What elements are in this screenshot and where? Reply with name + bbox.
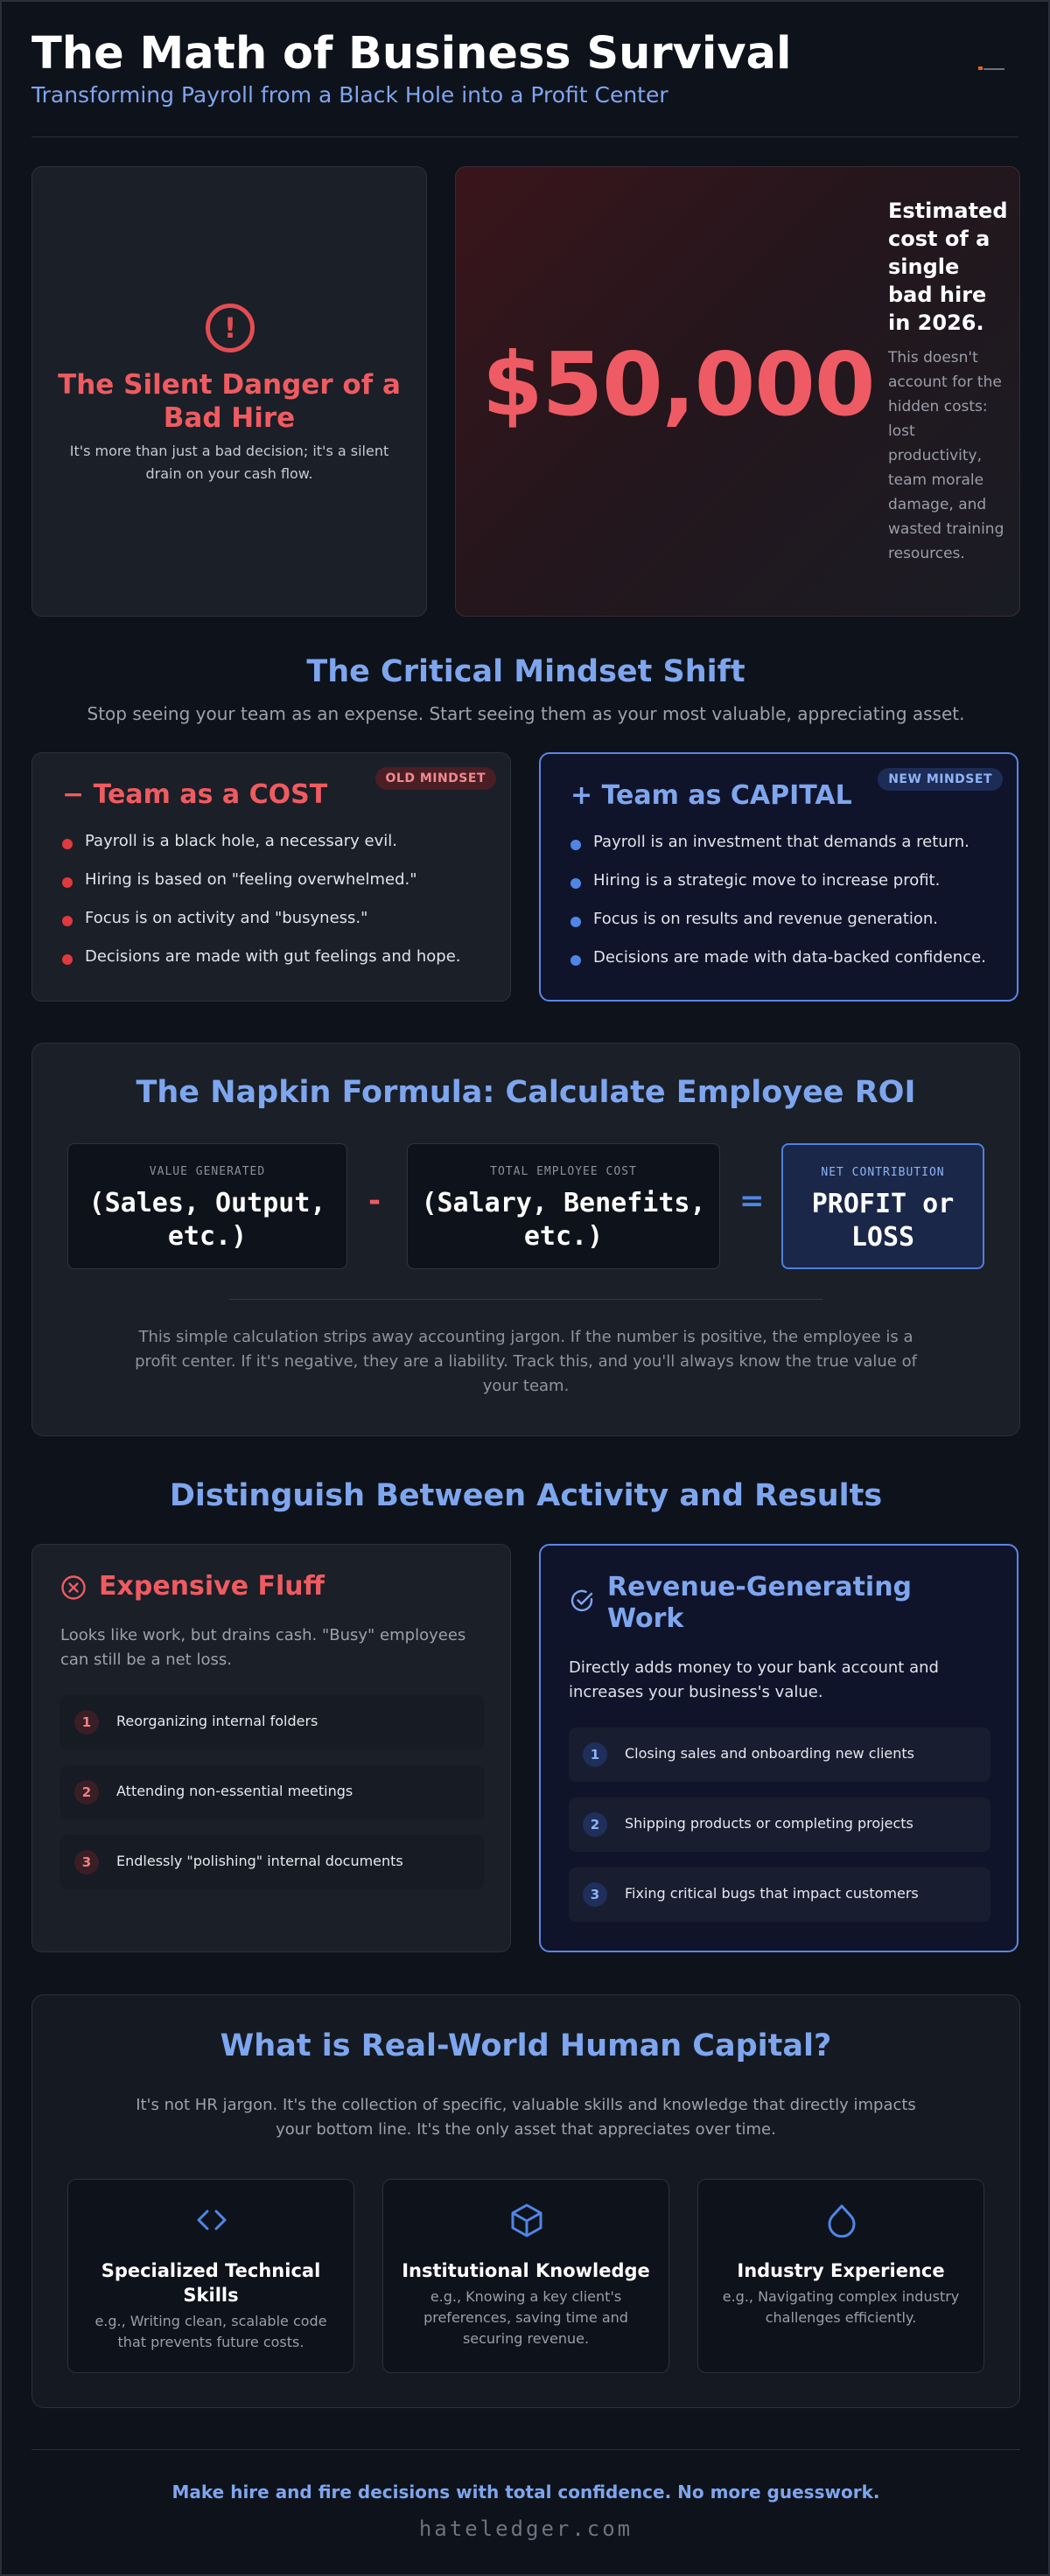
item-number: 3 bbox=[74, 1850, 99, 1874]
mindset-capital-list bbox=[570, 833, 999, 987]
list-item bbox=[60, 1835, 484, 1889]
item-text: Shipping products or completing projects bbox=[625, 1815, 914, 1832]
cube-icon bbox=[509, 2203, 544, 2237]
mindset-cost-list bbox=[62, 832, 493, 986]
cost-heading: Estimated cost of a single bad hire in 2026. bbox=[888, 199, 1008, 335]
list-item: Decisions are made with data-backed confidence. bbox=[570, 948, 999, 967]
danger-text: It's more than just a bad decision; it's a silent drain on your cash flow. bbox=[69, 443, 389, 482]
footer-cta: Make hire and fire decisions with total confidence. No more guesswork. bbox=[172, 2482, 880, 2503]
page-title: The Math of Business Survival bbox=[32, 28, 792, 80]
cost-caption: TOTAL EMPLOYEE COST bbox=[490, 1165, 637, 1178]
page-subtitle: Transforming Payroll from a Black Hole into a Profit Center bbox=[32, 82, 668, 108]
check-circle-icon bbox=[569, 1588, 595, 1614]
item-number: 2 bbox=[74, 1780, 99, 1805]
list-item bbox=[60, 1765, 484, 1819]
fluff-title: Expensive Fluff bbox=[99, 1571, 325, 1602]
skill-card bbox=[67, 2179, 354, 2373]
exclamation-circle-icon: ! bbox=[206, 304, 255, 353]
minus-operator: - bbox=[368, 1183, 382, 1218]
item-number: 3 bbox=[583, 1882, 607, 1907]
value-generated-box bbox=[67, 1143, 347, 1269]
cost-note: This doesn't account for the hidden costs: lost productivity, team morale damage, and wasted training resources. bbox=[888, 349, 1004, 562]
logo-dot bbox=[978, 66, 983, 70]
fluff-desc: Looks like work, but drains cash. "Busy" employees can still be a net loss. bbox=[60, 1626, 466, 1669]
logo-line bbox=[984, 68, 1004, 70]
cost-side bbox=[888, 197, 1011, 566]
mindset-capital-card bbox=[539, 752, 1018, 1002]
footer-divider bbox=[32, 2449, 1020, 2450]
equals-operator: = bbox=[739, 1183, 765, 1218]
list-item bbox=[60, 1695, 484, 1749]
knowledge-card bbox=[382, 2179, 669, 2373]
mindset-capital-title: + Team as CAPITAL bbox=[570, 780, 852, 811]
list-item: Focus is on activity and "busyness." bbox=[62, 909, 493, 928]
net-caption: NET CONTRIBUTION bbox=[821, 1166, 945, 1179]
list-item: Payroll is a black hole, a necessary evil. bbox=[62, 832, 493, 851]
item-number: 1 bbox=[74, 1710, 99, 1735]
revenue-work-card bbox=[539, 1544, 1018, 1952]
list-item bbox=[569, 1867, 990, 1922]
cost-amount: $50,000 bbox=[482, 333, 875, 436]
list-item: Hiring is based on "feeling overwhelmed." bbox=[62, 870, 493, 890]
expensive-fluff-card bbox=[32, 1544, 511, 1952]
item-number: 2 bbox=[583, 1812, 607, 1837]
mindset-cost-title: − Team as a COST bbox=[62, 779, 328, 810]
item-number: 1 bbox=[583, 1742, 607, 1767]
list-item: Payroll is an investment that demands a return. bbox=[570, 833, 999, 852]
x-circle-icon bbox=[60, 1574, 87, 1601]
item-text: Attending non-essential meetings bbox=[116, 1783, 354, 1799]
item-text: Fixing critical bugs that impact customers bbox=[625, 1885, 919, 1902]
item-text: Endlessly "polishing" internal documents bbox=[116, 1853, 403, 1869]
experience-card-title: Industry Experience bbox=[737, 2260, 945, 2281]
revenue-title: Revenue-Generating Work bbox=[607, 1572, 913, 1634]
net-text: PROFIT or LOSS bbox=[811, 1189, 955, 1253]
napkin-formula-card bbox=[32, 1043, 1020, 1436]
net-contribution-box bbox=[781, 1143, 984, 1269]
human-capital-title: What is Real-World Human Capital? bbox=[220, 2028, 832, 2063]
napkin-title: The Napkin Formula: Calculate Employee ROI bbox=[136, 1075, 916, 1110]
experience-card-desc: e.g., Navigating complex industry challenges efficiently. bbox=[722, 2288, 960, 2326]
list-item bbox=[569, 1798, 990, 1852]
experience-card bbox=[697, 2179, 984, 2373]
mindset-cost-card bbox=[32, 752, 511, 1002]
danger-card bbox=[32, 166, 427, 617]
skill-card-title: Specialized Technical Skills bbox=[101, 2260, 321, 2306]
human-capital-card bbox=[32, 1994, 1020, 2408]
item-text: Closing sales and onboarding new clients bbox=[625, 1745, 915, 1762]
mindset-subtitle: Stop seeing your team as an expense. Start seeing them as your most valuable, appreciating asset. bbox=[87, 703, 965, 724]
value-caption: VALUE GENERATED bbox=[149, 1165, 266, 1178]
value-text: (Sales, Output, etc.) bbox=[88, 1188, 326, 1252]
list-item: Decisions are made with gut feelings and hope. bbox=[62, 947, 493, 967]
skill-card-desc: e.g., Writing clean, scalable code that prevents future costs. bbox=[94, 2313, 327, 2350]
danger-title: The Silent Danger of a Bad Hire bbox=[58, 369, 401, 434]
divider bbox=[229, 1299, 822, 1300]
header bbox=[32, 2, 1018, 137]
cost-card bbox=[455, 166, 1020, 617]
employee-cost-box bbox=[407, 1143, 720, 1269]
list-item: Hiring is a strategic move to increase profit. bbox=[570, 871, 999, 890]
mindset-title: The Critical Mindset Shift bbox=[306, 654, 746, 689]
knowledge-card-title: Institutional Knowledge bbox=[402, 2260, 650, 2281]
activity-title: Distinguish Between Activity and Results bbox=[169, 1478, 883, 1513]
item-text: Reorganizing internal folders bbox=[116, 1713, 318, 1729]
list-item: Focus is on results and revenue generation. bbox=[570, 910, 999, 929]
new-mindset-badge: NEW MINDSET bbox=[878, 768, 1003, 791]
list-item bbox=[569, 1728, 990, 1782]
knowledge-card-desc: e.g., Knowing a key client's preferences, saving time and securing revenue. bbox=[424, 2288, 628, 2347]
human-capital-subtitle: It's not HR jargon. It's the collection of specific, valuable skills and knowledge that directly impacts your bottom line. It's the only asset that appreciates over time. bbox=[136, 2096, 916, 2139]
revenue-desc: Directly adds money to your bank account and increases your business's value. bbox=[569, 1658, 939, 1701]
footer-site[interactable]: hateledger.com bbox=[418, 2517, 634, 2541]
code-icon bbox=[194, 2203, 229, 2237]
logo-mark bbox=[978, 66, 1004, 70]
old-mindset-badge: OLD MINDSET bbox=[375, 767, 497, 790]
droplet-icon bbox=[824, 2203, 859, 2237]
cost-text: (Salary, Benefits, etc.) bbox=[421, 1188, 706, 1252]
napkin-explanation: This simple calculation strips away accounting jargon. If the number is positive, the employee is a profit center. If it's negative, they are a liability. Track this, and you'll always know the true value of your team. bbox=[135, 1328, 917, 1395]
hero-section bbox=[32, 166, 1020, 617]
